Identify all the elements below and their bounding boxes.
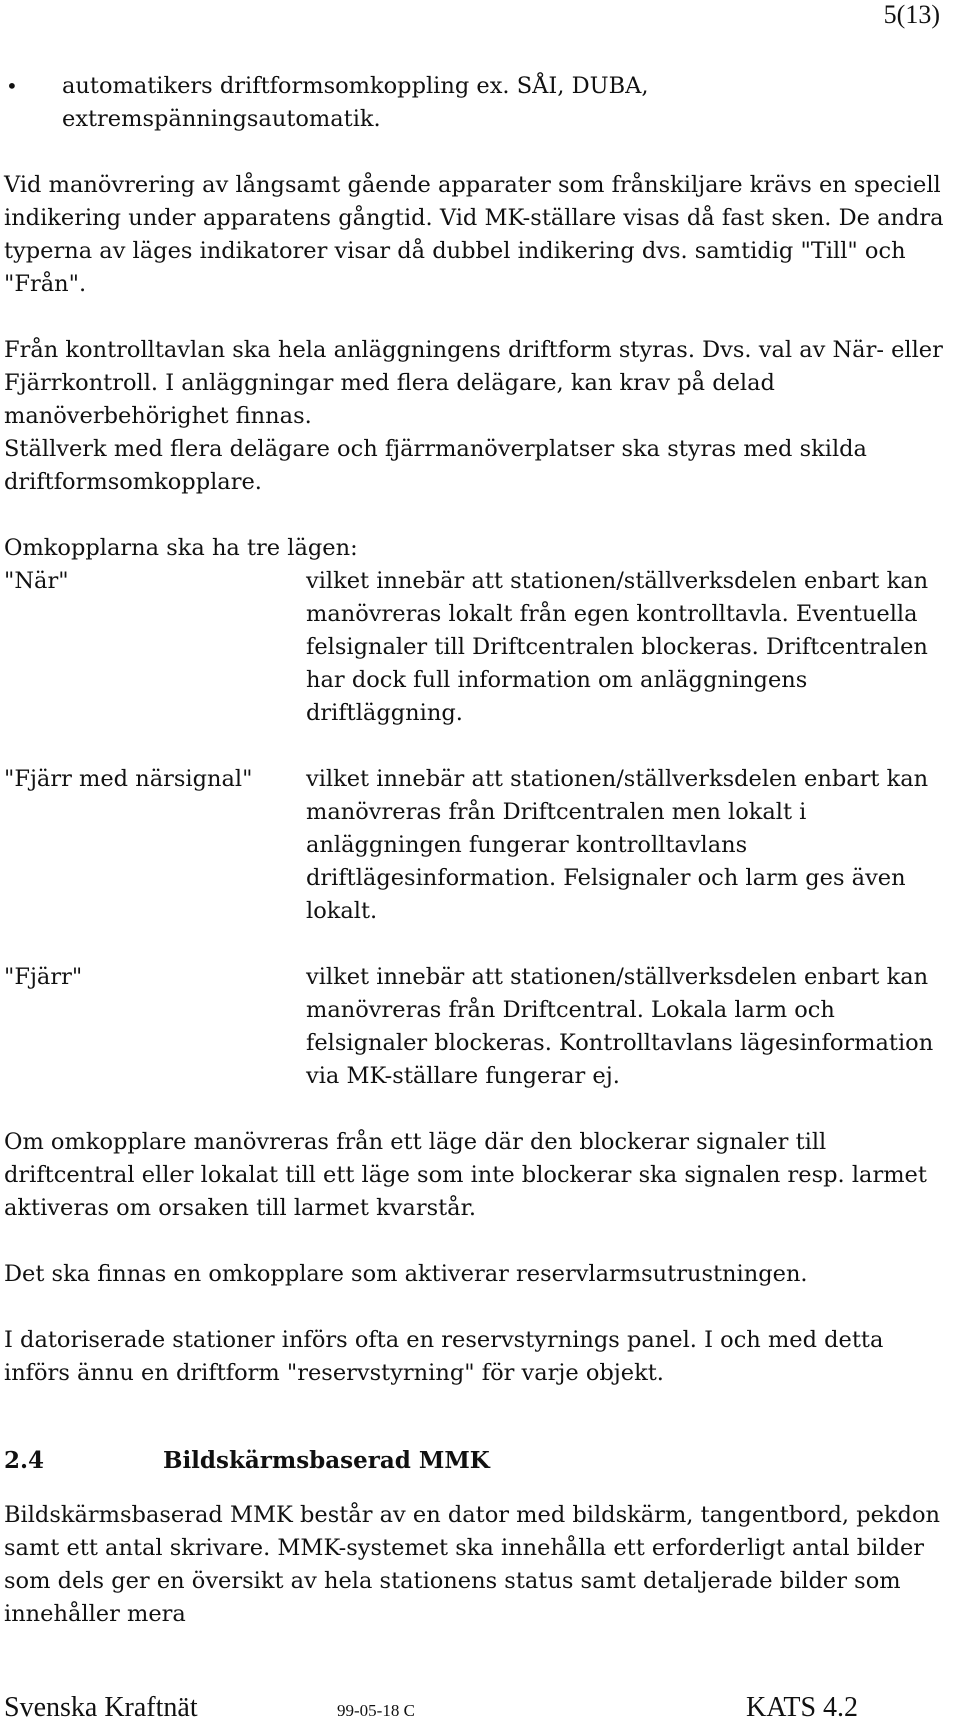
paragraph-reserve-alarm: Det ska finnas en omkopplare som aktiverar reservlarmsutrustningen. <box>4 1261 808 1287</box>
mode-description: vilket innebär att stationen/ställverksdelen enbart kan manövreras lokalt från egen kontrolltavla. Eventuella felsignaler till Driftcentralen blockeras. Driftcentralen har dock full information om anläggningens driftläggning. <box>306 568 929 726</box>
mode-term: "Fjärr" <box>4 964 83 990</box>
paragraph-control-panel: Från kontrolltavlan ska hela anläggningens driftform styras. Dvs. val av När- eller Fjärrkontroll. I anläggningar med flera delägare, kan krav på delad manöverbehörighet finnas. <box>4 337 943 429</box>
footer-date: 99-05-18 C <box>337 1701 415 1720</box>
section-heading <box>4 1444 949 1477</box>
page-number: 5(13) <box>883 0 940 29</box>
mode-fjarr <box>4 961 949 1093</box>
section-number: 2.4 <box>4 1447 45 1474</box>
document-body <box>4 70 949 1631</box>
mode-description: vilket innebär att stationen/ställverksdelen enbart kan manövreras från Driftcentral. Lokala larm och felsignaler blockeras. Kontrolltavlans lägesinformation via MK-ställare fungerar ej. <box>306 964 934 1089</box>
bullet-icon: • <box>6 74 18 98</box>
paragraph-modes-intro: Omkopplarna ska ha tre lägen: <box>4 535 358 561</box>
mode-fjarr-med-narsignal <box>4 763 949 928</box>
mode-nar <box>4 565 949 730</box>
paragraph-switchgear: Ställverk med flera delägare och fjärrmanöverplatser ska styras med skilda driftformsomkopplare. <box>4 436 867 495</box>
paragraph-indication: Vid manövrering av långsamt gående apparater som frånskiljare krävs en speciell indikering under apparatens gångtid. Vid MK-ställare visas då fast sken. De andra typerna av läges indikatorer visar då dubbel indikering dvs. samtidig "Till" och "Från". <box>4 172 944 297</box>
paragraph-reserve-control: I datoriserade stationer införs ofta en reservstyrnings panel. I och med detta införs ännu en driftform "reservstyrning" för varje objekt. <box>4 1327 884 1386</box>
section-body: Bildskärmsbaserad MMK består av en dator med bildskärm, tangentbord, pekdon samt ett antal skrivare. MMK-systemet ska innehålla ett erforderligt antal bilder som dels ger en översikt av hela stationens status samt detaljerade bilder som innehåller mera <box>4 1502 940 1627</box>
footer-document-id: KATS 4.2 <box>746 1692 859 1723</box>
page-footer <box>4 1692 944 1726</box>
bullet-item <box>4 70 949 136</box>
paragraph-switch-signals: Om omkopplare manövreras från ett läge där den blockerar signaler till driftcentral eller lokalat till ett läge som inte blockerar ska signalen resp. larmet aktiveras om orsaken till larmet kvarstår. <box>4 1129 927 1221</box>
bullet-text: automatikers driftformsomkoppling ex. SÅI, DUBA, extremspänningsautomatik. <box>62 73 649 132</box>
section-title: Bildskärmsbaserad MMK <box>163 1447 490 1474</box>
mode-term: "När" <box>4 568 69 594</box>
footer-organization: Svenska Kraftnät <box>4 1692 198 1723</box>
mode-term: "Fjärr med närsignal" <box>4 766 253 792</box>
mode-description: vilket innebär att stationen/ställverksdelen enbart kan manövreras från Driftcentralen men lokalt i anläggningen fungerar kontrolltavlans driftlägesinformation. Felsignaler och larm ges även lokalt. <box>306 766 929 924</box>
